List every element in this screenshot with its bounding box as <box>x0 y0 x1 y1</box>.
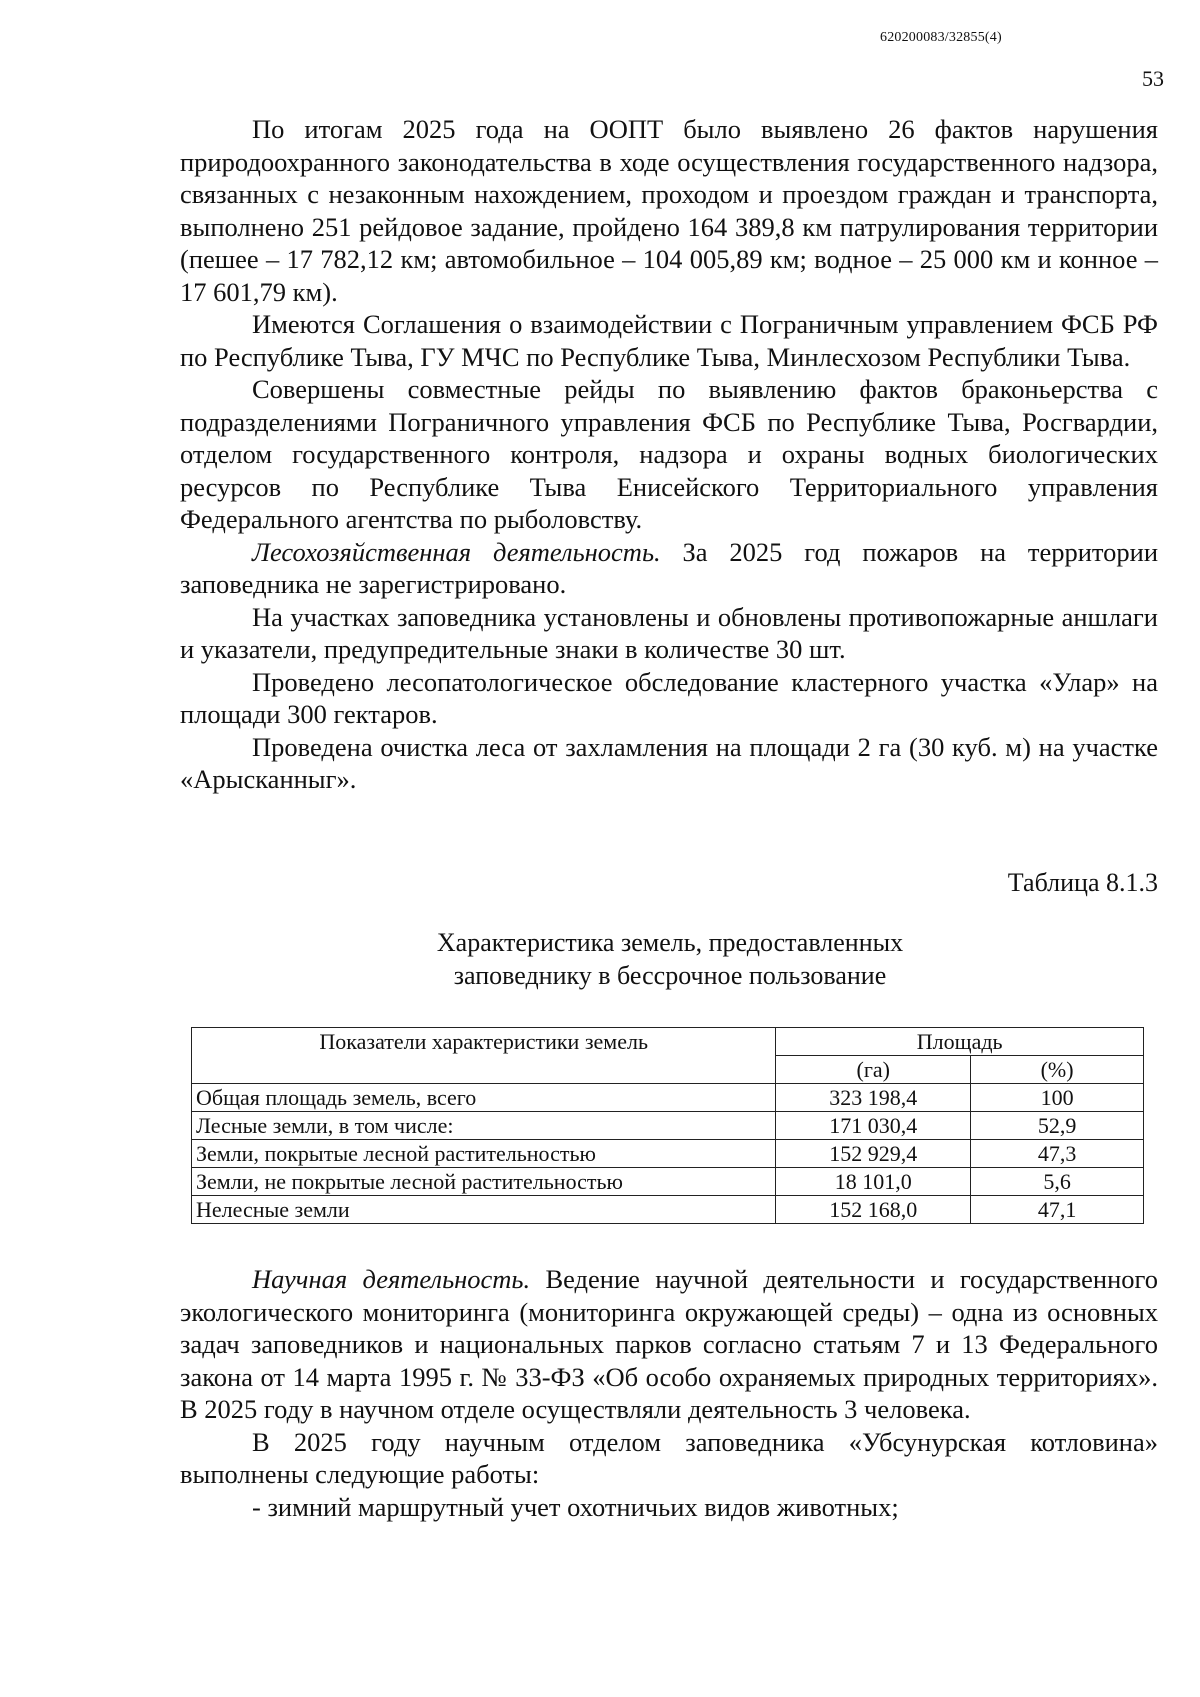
text-block-bottom <box>180 1263 1158 1523</box>
text-block-top <box>180 113 1158 796</box>
header-pct: (%) <box>971 1056 1144 1084</box>
row-pct: 5,6 <box>971 1168 1144 1196</box>
table-row <box>192 1084 1144 1112</box>
document-number: 620200083/32855(4) <box>880 30 1002 45</box>
row-ha: 18 101,0 <box>776 1168 971 1196</box>
row-label: Общая площадь земель, всего <box>192 1084 776 1112</box>
table-header-row <box>192 1028 1144 1056</box>
paragraph-text: Ведение научной деятельности и государственного экологического мониторинга (мониторинга окружающей среды) – одна из основных задач заповедников и национальных парков согласно статьям 7 и 13 Федерального закона от 14 марта 1995 г. № 33-ФЗ «Об особо охраняемых природных территориях». В 2025 году в научном отделе осуществляли деятельность 3 человека. <box>180 1264 1158 1424</box>
paragraph <box>180 1263 1158 1426</box>
header-area: Площадь <box>776 1028 1144 1056</box>
section-heading-forestry: Лесохозяйственная деятельность. <box>252 536 661 567</box>
paragraph: По итогам 2025 года на ООПТ было выявлено 26 фактов нарушения природоохранного законодательства в ходе осуществления государственного надзора, связанных с незаконным нахождением, проходом и проездом граждан и транспорта, выполнено 251 рейдовое задание, пройдено 164 389,8 км патрулирования территории (пешее – 17 782,12 км; автомобильное – 104 005,89 км; водное – 25 000 км и конное – 17 601,79 км). <box>180 114 1158 307</box>
row-pct: 100 <box>971 1084 1144 1112</box>
paragraph: Проведено лесопатологическое обследование кластерного участка «Улар» на площади 300 гектаров. <box>180 666 1158 729</box>
table-title-line: заповеднику в бессрочное пользование <box>453 961 887 990</box>
table-title-line: Характеристика земель, предоставленных <box>436 928 904 957</box>
row-ha: 152 929,4 <box>776 1140 971 1168</box>
paragraph: На участках заповедника установлены и обновлены противопожарные аншлаги и указатели, предупредительные знаки в количестве 30 шт. <box>180 601 1158 664</box>
header-ha: (га) <box>776 1056 971 1084</box>
paragraph-text: За 2025 год пожаров на территории заповедника не зарегистрировано. <box>180 536 1158 599</box>
page-number: 53 <box>1142 66 1164 91</box>
row-pct: 47,3 <box>971 1140 1144 1168</box>
paragraph: Совершены совместные рейды по выявлению фактов браконьерства с подразделениями Пограничного управления ФСБ по Республике Тыва, Росгвардии, отделом государственного контроля, надзора и охраны водных биологических ресурсов по Республике Тыва Енисейского Территориального управления Федерального агентства по рыболовству. <box>180 374 1158 534</box>
paragraph: В 2025 году научным отделом заповедника «Убсунурская котловина» выполнены следующие работы: <box>180 1426 1158 1489</box>
paragraph <box>180 536 1158 601</box>
paragraph: Имеются Соглашения о взаимодействии с Пограничным управлением ФСБ РФ по Республике Тыва, ГУ МЧС по Республике Тыва, Минлесхозом Республики Тыва. <box>180 309 1158 372</box>
row-ha: 171 030,4 <box>776 1112 971 1140</box>
land-characteristics-table <box>191 1027 1144 1224</box>
row-pct: 52,9 <box>971 1112 1144 1140</box>
table-row <box>192 1140 1144 1168</box>
paragraph: Проведена очистка леса от захламления на площади 2 га (30 куб. м) на участке «Арысканныг». <box>180 731 1158 794</box>
row-ha: 323 198,4 <box>776 1084 971 1112</box>
table-label: Таблица 8.1.3 <box>1007 868 1158 897</box>
row-label: Нелесные земли <box>192 1196 776 1224</box>
table-row <box>192 1196 1144 1224</box>
row-label: Земли, покрытые лесной растительностью <box>192 1140 776 1168</box>
row-ha: 152 168,0 <box>776 1196 971 1224</box>
row-label: Земли, не покрытые лесной растительностью <box>192 1168 776 1196</box>
table-row <box>192 1168 1144 1196</box>
table-title <box>300 926 1040 992</box>
row-label: Лесные земли, в том числе: <box>192 1112 776 1140</box>
header-indicator: Показатели характеристики земель <box>192 1028 776 1084</box>
section-heading-science: Научная деятельность. <box>252 1264 531 1294</box>
row-pct: 47,1 <box>971 1196 1144 1224</box>
table-row <box>192 1112 1144 1140</box>
list-item: - зимний маршрутный учет охотничьих видов животных; <box>252 1491 899 1522</box>
